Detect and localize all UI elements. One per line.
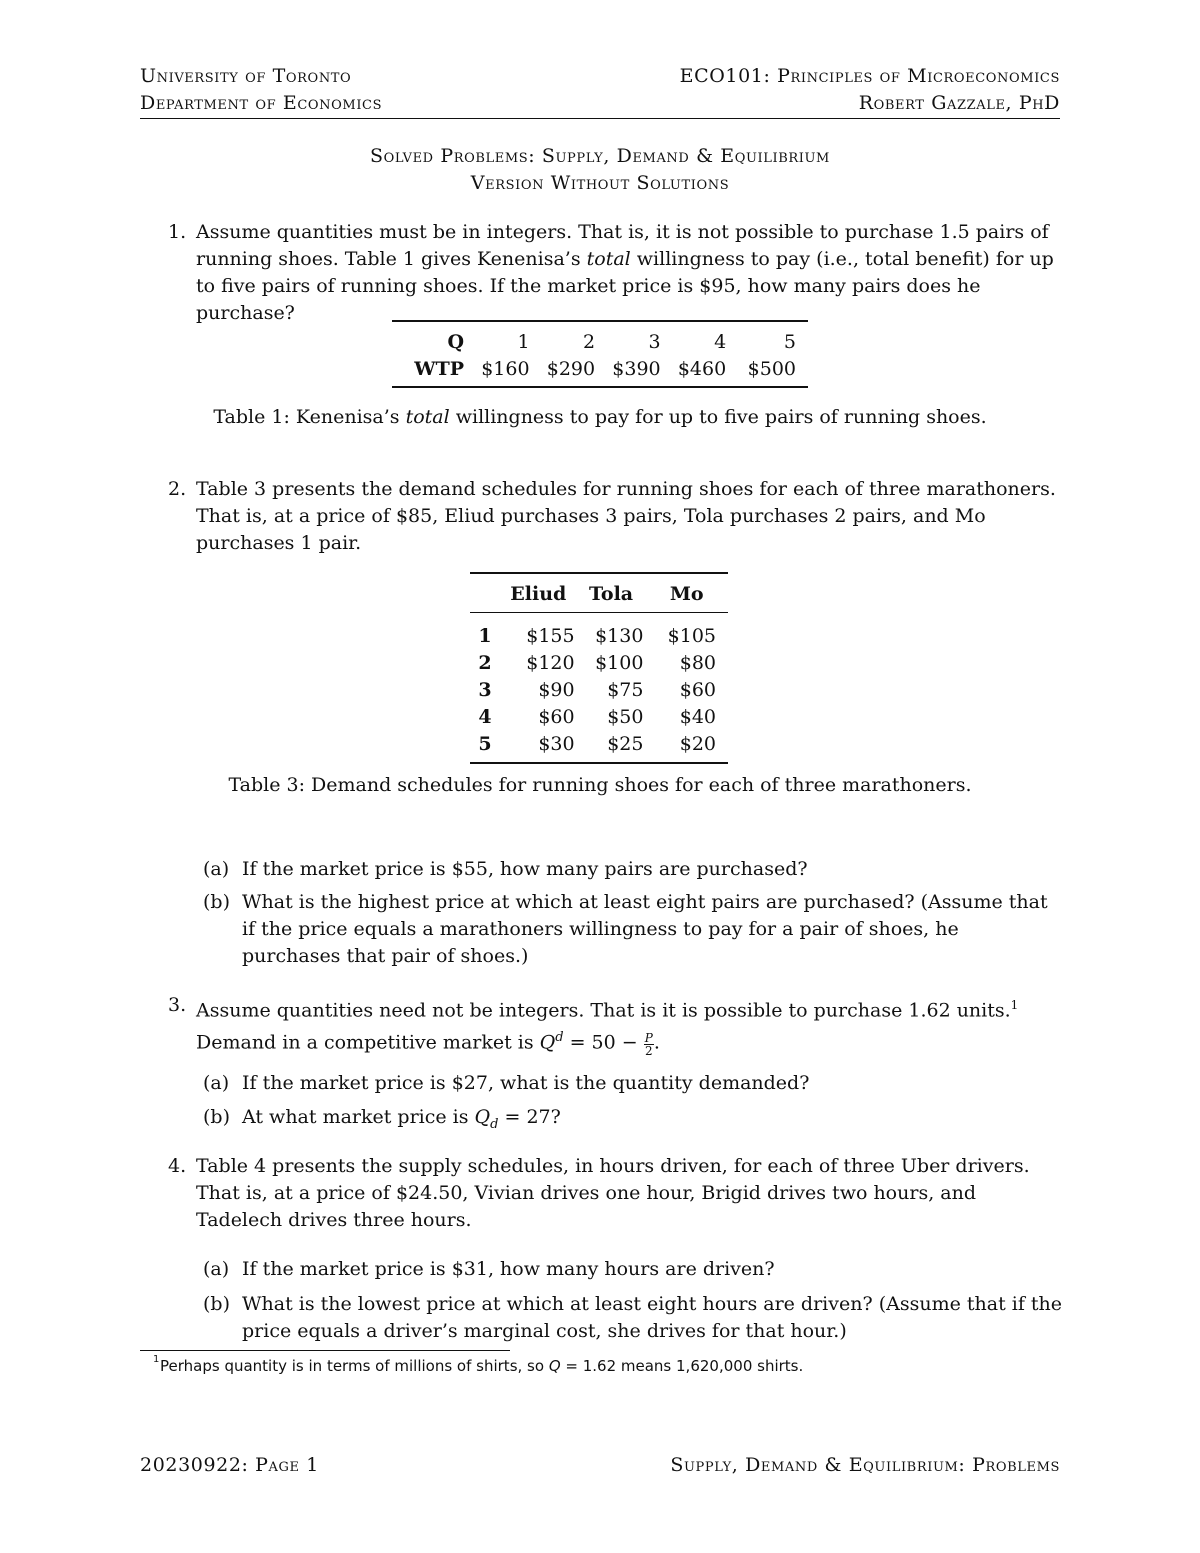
footnote: 1 Perhaps quantity is in terms of millions of shirts, so Q = 1.62 means 1,620,000 shirts.: [153, 1354, 804, 1375]
row-label-wtp: WTP: [414, 357, 464, 380]
footnote-rule: [140, 1350, 510, 1351]
table-cell: 5: [783, 330, 796, 353]
table-cell: 4: [714, 330, 727, 353]
table-3-demand: [470, 572, 728, 764]
subquestion-text: If the market price is $27, what is the quantity demanded?: [242, 1072, 810, 1094]
subquestion-label: (a): [203, 1258, 230, 1280]
footnote-ref: 1: [1010, 998, 1019, 1012]
subquestion-text: What is the highest price at which at least eight pairs are purchased? (Assume that if the price equals a marathoners willingness to pay for a pair of shoes, he purchases that pair of shoes.): [242, 891, 1048, 967]
column-header: Tola: [588, 582, 634, 605]
table-cell: $500: [747, 357, 796, 380]
column-header: Eliud: [510, 582, 567, 605]
footer-page: 20230922: Page 1: [140, 1454, 319, 1476]
question-number: 2.: [168, 478, 187, 500]
doc-subtitle: Version Without Solutions: [470, 172, 730, 194]
row-label-q: Q: [447, 330, 464, 353]
table-row: 1 $155 $130 $105: [478, 624, 716, 647]
subquestion-text: At what market price is $Q_d = 27$?: [242, 1106, 561, 1132]
table-cell: 3: [648, 330, 661, 353]
header-university: University of Toronto: [140, 65, 352, 87]
table-1-caption: Table 1: Kenenisa’s total willingness to pay for up to five pairs of running shoes.: [213, 406, 987, 428]
table-cell: $290: [546, 357, 596, 380]
header-course: ECO101: Principles of Microeconomics: [679, 65, 1060, 87]
subquestion-label: (a): [203, 1072, 230, 1094]
question-number: 1.: [168, 221, 187, 243]
table-1-wtp: [392, 320, 808, 388]
subquestion-label: (a): [203, 858, 230, 880]
table-row: 2 $120 $100 $80: [478, 651, 716, 674]
subquestion-label: (b): [203, 891, 230, 913]
subquestion-text: What is the lowest price at which at least eight hours are driven? (Assume that if the price equals a driver’s marginal cost, she drives for that hour.): [242, 1293, 1063, 1342]
table-cell: $460: [677, 357, 727, 380]
question-text: Assume quantities must be in integers. That is, it is not possible to purchase 1.5 pairs of running shoes. Table 1 gives Kenenisa’s total willingness to pay (i.e., total benefit) for up to five pairs of running shoes. If the market price is $95, how many pairs does he purchase?: [196, 221, 1054, 324]
subquestion-label: (b): [203, 1293, 230, 1315]
header-author: Robert Gazzale, PhD: [858, 92, 1060, 114]
table-3-caption: Table 3: Demand schedules for running shoes for each of three marathoners.: [228, 774, 972, 796]
subquestion-text: If the market price is $55, how many pairs are purchased?: [242, 858, 808, 880]
question-text: Table 3 presents the demand schedules for running shoes for each of three marathoners. That is, at a price of $85, Eliud purchases 3 pairs, Tola purchases 2 pairs, and Mo purchases 1 pair.: [196, 478, 1056, 554]
fraction: $\frac{P}{2}$: [644, 1030, 653, 1058]
table-row: 5 $30 $25 $20: [470, 730, 728, 763]
header-department: Department of Economics: [140, 92, 383, 114]
table-cell: $390: [612, 357, 661, 380]
question-number: 3.: [168, 994, 187, 1016]
table-cell: $160: [481, 357, 530, 380]
subquestion-text: If the market price is $31, how many hours are driven?: [242, 1258, 775, 1280]
column-header: Mo: [669, 582, 704, 605]
question-text: Table 4 presents the supply schedules, in hours driven, for each of three Uber drivers. That is, at a price of $24.50, Vivian drives one hour, Brigid drives two hours, and Tadelech drives three hours.: [196, 1155, 1030, 1231]
table-cell: 1: [517, 330, 530, 353]
header-rule: [140, 118, 1060, 119]
subquestion-label: (b): [203, 1106, 230, 1128]
table-row: 3 $90 $75 $60: [478, 678, 716, 701]
table-cell: 2: [583, 330, 596, 353]
table-row: 4 $60 $50 $40: [478, 705, 716, 728]
footer-title: Supply, Demand & Equilibrium: Problems: [670, 1454, 1060, 1476]
question-text: Assume quantities need not be integers. That is it is possible to purchase 1.62 units.$^1$ Demand in a competitive market is $Q^d = 50$ − $\frac{P}{2}$ .: [196, 998, 1019, 1058]
question-number: 4.: [168, 1155, 187, 1177]
doc-title: Solved Problems: Supply, Demand & Equilibrium: [370, 145, 830, 167]
